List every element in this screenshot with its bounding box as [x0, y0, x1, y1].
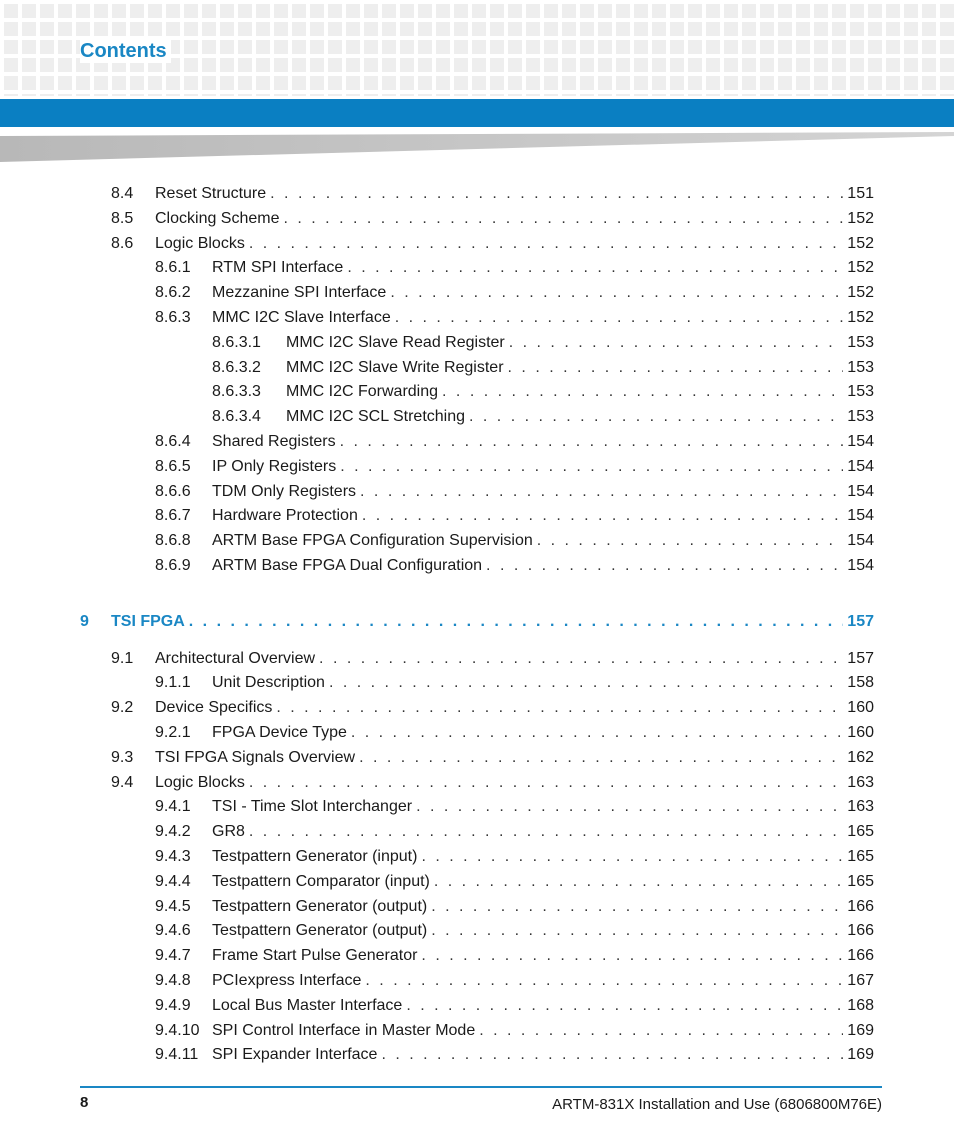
toc-entry-page: 165 — [847, 848, 874, 865]
toc-entry[interactable] — [0, 820, 954, 844]
toc-entry-line — [111, 610, 874, 634]
toc-entry-line — [212, 994, 874, 1018]
toc-entry-number: 9.3 — [111, 748, 134, 766]
toc-entry-number: 8.6.4 — [155, 433, 191, 450]
toc-entry-title: ARTM Base FPGA Dual Configuration — [212, 557, 483, 574]
header-gray-wedge — [0, 132, 954, 162]
toc-entry[interactable] — [0, 529, 954, 553]
footer-document-title: ARTM-831X Installation and Use (6806800M76E) — [552, 1096, 882, 1113]
toc-entry-line — [155, 207, 874, 231]
toc-entry-title: Reset Structure — [155, 185, 267, 202]
toc-entry-page: 152 — [847, 309, 874, 326]
toc-dot-leader — [486, 554, 843, 578]
toc-entry-title: MMC I2C Forwarding — [286, 383, 439, 401]
toc-entry-number: 8.6.3.1 — [212, 333, 261, 351]
toc-entry[interactable] — [0, 969, 954, 993]
toc-dot-leader — [469, 405, 843, 429]
toc-dot-leader — [406, 994, 843, 1018]
toc-dot-leader — [340, 430, 844, 454]
toc-entry-page: 153 — [847, 333, 874, 351]
toc-entry-title: Shared Registers — [212, 433, 336, 450]
toc-entry[interactable] — [0, 919, 954, 943]
toc-entry-number: 8.6.2 — [155, 284, 191, 302]
toc-entry-line — [286, 331, 874, 355]
toc-entry[interactable] — [0, 771, 954, 795]
toc-entry[interactable] — [0, 671, 954, 695]
toc-entry[interactable] — [0, 182, 954, 206]
toc-dot-leader — [329, 671, 843, 695]
toc-dot-leader — [189, 610, 844, 634]
toc-entry[interactable] — [0, 455, 954, 479]
toc-entry[interactable] — [0, 232, 954, 256]
toc-entry-line — [155, 746, 874, 770]
toc-entry-page: 154 — [847, 532, 874, 550]
toc-entry[interactable] — [0, 480, 954, 504]
toc-entry-number: 8.6.3.4 — [212, 408, 261, 426]
toc-entry-line — [212, 281, 874, 305]
toc-entry-title: RTM SPI Interface — [212, 259, 344, 277]
toc-dot-leader — [421, 845, 843, 869]
toc-entry-page: 153 — [847, 383, 874, 401]
toc-entry[interactable] — [0, 845, 954, 869]
toc-entry-title: IP Only Registers — [212, 457, 337, 475]
toc-entry[interactable] — [0, 405, 954, 429]
toc-entry-page: 167 — [847, 972, 874, 989]
toc-entry-number: 9.4.9 — [155, 996, 191, 1014]
toc-entry-title: Frame Start Pulse Generator — [212, 947, 418, 965]
toc-entry-number: 8.6.9 — [155, 557, 191, 574]
toc-entry-page: 166 — [847, 947, 874, 965]
toc-entry-page: 158 — [847, 674, 874, 692]
toc-entry-number: 9.4.1 — [155, 798, 191, 816]
toc-entry-page: 163 — [847, 798, 874, 816]
toc-entry-page: 152 — [847, 209, 874, 227]
toc-entry-line — [212, 944, 874, 968]
toc-entry-line — [212, 895, 874, 919]
toc-entry-title: Mezzanine SPI Interface — [212, 284, 387, 302]
toc-entry-page: 154 — [847, 457, 874, 475]
toc-entry[interactable] — [0, 870, 954, 894]
toc-entry-number: 9 — [80, 612, 89, 630]
toc-entry-line — [212, 1019, 874, 1043]
toc-entry-page: 163 — [847, 773, 874, 791]
toc-entry-line — [212, 529, 874, 553]
toc-entry-number: 9.1.1 — [155, 674, 191, 692]
toc-entry-page: 154 — [847, 482, 874, 500]
toc-entry-line — [212, 671, 874, 695]
toc-entry-title: Logic Blocks — [155, 773, 245, 791]
toc-entry-line — [212, 820, 874, 844]
toc-entry-page: 160 — [847, 699, 874, 717]
toc-entry-title: Logic Blocks — [155, 234, 245, 252]
toc-entry-title: Testpattern Generator (output) — [212, 897, 428, 915]
toc-entry-title: Clocking Scheme — [155, 209, 280, 227]
toc-entry-number: 9.1 — [111, 649, 134, 667]
toc-entry-number: 9.4.5 — [155, 897, 191, 915]
toc-entry-page: 168 — [847, 996, 874, 1014]
toc-entry-page: 160 — [847, 724, 874, 741]
toc-dot-leader — [508, 356, 844, 380]
toc-dot-leader — [351, 721, 843, 745]
toc-entry-title: Device Specifics — [155, 699, 273, 717]
toc-entry[interactable] — [0, 281, 954, 305]
toc-entry-page: 169 — [847, 1021, 874, 1039]
toc-entry-title: MMC I2C Slave Write Register — [286, 358, 504, 376]
toc-entry-line — [212, 795, 874, 819]
toc-entry-number: 9.4.3 — [155, 848, 191, 865]
toc-entry-page: 169 — [847, 1046, 874, 1064]
toc-entry-page: 162 — [847, 748, 874, 766]
page-title: Contents — [80, 40, 171, 63]
toc-entry-page: 165 — [847, 872, 874, 890]
toc-entry-title: MMC I2C Slave Interface — [212, 309, 391, 326]
toc-entry-page: 152 — [847, 234, 874, 252]
toc-dot-leader — [249, 232, 843, 256]
toc-entry-page: 166 — [847, 897, 874, 915]
toc-dot-leader — [395, 306, 844, 330]
toc-entry-page: 157 — [847, 649, 874, 667]
toc-entry[interactable] — [0, 331, 954, 355]
toc-entry-line — [212, 455, 874, 479]
toc-entry-page: 165 — [847, 823, 874, 841]
toc-entry-title: TSI FPGA — [111, 612, 185, 630]
toc-entry[interactable] — [0, 256, 954, 280]
toc-entry-number: 8.6.3.3 — [212, 383, 261, 401]
toc-entry[interactable] — [0, 1043, 954, 1067]
toc-entry-line — [212, 721, 874, 745]
toc-entry-line — [155, 182, 874, 206]
toc-dot-leader — [365, 969, 843, 993]
toc-dot-leader — [347, 256, 843, 280]
toc-entry-line — [155, 647, 874, 671]
toc-entry-number: 8.6 — [111, 234, 134, 252]
toc-entry-title: MMC I2C Slave Read Register — [286, 333, 505, 351]
toc-entry-page: 153 — [847, 358, 874, 376]
toc-dot-leader — [431, 919, 843, 943]
toc-entry-line — [212, 306, 874, 330]
toc-entry-number: 9.4 — [111, 773, 134, 791]
toc-dot-leader — [340, 455, 843, 479]
toc-dot-leader — [360, 480, 843, 504]
toc-entry-number: 8.6.1 — [155, 259, 191, 277]
toc-chapter-entry[interactable] — [0, 610, 954, 634]
toc-entry-title: TDM Only Registers — [212, 482, 357, 500]
toc-entry-line — [212, 256, 874, 280]
toc-dot-leader — [270, 182, 843, 206]
toc-entry-line — [286, 356, 874, 380]
toc-entry-title: Testpattern Generator (output) — [212, 922, 428, 940]
toc-entry-title: PCIexpress Interface — [212, 972, 362, 989]
toc-dot-leader — [416, 795, 843, 819]
toc-entry[interactable] — [0, 430, 954, 454]
footer-page-number: 8 — [80, 1094, 89, 1111]
toc-entry[interactable] — [0, 721, 954, 745]
toc-dot-leader — [381, 1043, 843, 1067]
toc-entry-number: 8.5 — [111, 209, 134, 227]
toc-entry-number: 9.2.1 — [155, 724, 191, 741]
toc-entry-number: 9.4.7 — [155, 947, 191, 965]
toc-entry-line — [212, 1043, 874, 1067]
toc-entry-number: 8.6.7 — [155, 507, 191, 525]
toc-dot-leader — [249, 820, 843, 844]
toc-dot-leader — [442, 380, 843, 404]
toc-entry-line — [212, 480, 874, 504]
toc-dot-leader — [537, 529, 844, 553]
toc-entry-page: 166 — [847, 922, 874, 940]
toc-entry-title: GR8 — [212, 823, 245, 841]
toc-entry-title: FPGA Device Type — [212, 724, 347, 741]
toc-dot-leader — [421, 944, 843, 968]
toc-entry-line — [286, 380, 874, 404]
toc-entry[interactable] — [0, 746, 954, 770]
toc-entry-title: Testpattern Comparator (input) — [212, 872, 430, 890]
toc-entry-page: 153 — [847, 408, 874, 426]
toc-entry[interactable] — [0, 795, 954, 819]
toc-entry-line — [286, 405, 874, 429]
toc-dot-leader — [276, 696, 843, 720]
toc-entry[interactable] — [0, 944, 954, 968]
toc-dot-leader — [359, 746, 843, 770]
toc-entry[interactable] — [0, 994, 954, 1018]
header-blue-bar — [0, 99, 954, 127]
toc-entry[interactable] — [0, 696, 954, 720]
toc-entry-line — [155, 696, 874, 720]
toc-entry-line — [155, 771, 874, 795]
toc-entry[interactable] — [0, 647, 954, 671]
toc-entry-title: Hardware Protection — [212, 507, 358, 525]
toc-entry-title: TSI FPGA Signals Overview — [155, 748, 356, 766]
toc-dot-leader — [284, 207, 844, 231]
toc-entry-line — [212, 919, 874, 943]
toc-entry[interactable] — [0, 1019, 954, 1043]
toc-dot-leader — [249, 771, 843, 795]
toc-entry-page: 151 — [847, 185, 874, 202]
toc-entry-page: 154 — [847, 557, 874, 574]
toc-entry-page: 157 — [847, 612, 874, 630]
toc-entry-title: TSI - Time Slot Interchanger — [212, 798, 413, 816]
toc-entry-title: SPI Control Interface in Master Mode — [212, 1021, 476, 1039]
toc-entry-number: 9.4.4 — [155, 872, 191, 890]
toc-entry-number: 9.2 — [111, 699, 134, 717]
toc-entry-line — [212, 504, 874, 528]
toc-entry-line — [212, 969, 874, 993]
toc-entry-number: 9.4.2 — [155, 823, 191, 841]
toc-entry-title: Architectural Overview — [155, 649, 316, 667]
toc-entry-page: 152 — [847, 259, 874, 277]
toc-entry-number: 9.4.6 — [155, 922, 191, 940]
toc-entry[interactable] — [0, 306, 954, 330]
toc-entry-number: 8.6.6 — [155, 482, 191, 500]
toc-entry-number: 8.6.5 — [155, 457, 191, 475]
toc-dot-leader — [362, 504, 843, 528]
toc-entry-number: 8.4 — [111, 185, 134, 202]
toc-entry-line — [212, 870, 874, 894]
toc-entry-page: 154 — [847, 433, 874, 450]
toc-entry-line — [212, 845, 874, 869]
toc-entry-title: ARTM Base FPGA Configuration Supervision — [212, 532, 533, 550]
footer-rule — [80, 1086, 882, 1088]
toc-entry-number: 9.4.8 — [155, 972, 191, 989]
toc-entry[interactable] — [0, 356, 954, 380]
toc-entry[interactable] — [0, 895, 954, 919]
toc-entry[interactable] — [0, 380, 954, 404]
toc-dot-leader — [431, 895, 843, 919]
toc-entry[interactable] — [0, 554, 954, 578]
toc-entry[interactable] — [0, 504, 954, 528]
toc-entry-line — [212, 430, 874, 454]
toc-dot-leader — [479, 1019, 843, 1043]
toc-entry-number: 9.4.11 — [155, 1046, 199, 1064]
toc-dot-leader — [434, 870, 843, 894]
toc-entry-title: MMC I2C SCL Stretching — [286, 408, 466, 426]
toc-dot-leader — [509, 331, 844, 355]
toc-entry-line — [212, 554, 874, 578]
toc-entry-number: 8.6.8 — [155, 532, 191, 550]
toc-entry-title: Local Bus Master Interface — [212, 996, 403, 1014]
toc-entry-title: Testpattern Generator (input) — [212, 848, 418, 865]
toc-entry-page: 154 — [847, 507, 874, 525]
toc-entry-title: Unit Description — [212, 674, 325, 692]
toc-entry-number: 9.4.10 — [155, 1021, 200, 1039]
toc-entry-number: 8.6.3.2 — [212, 358, 261, 376]
toc-entry-page: 152 — [847, 284, 874, 302]
toc-dot-leader — [390, 281, 843, 305]
toc-entry-line — [155, 232, 874, 256]
toc-entry-title: SPI Expander Interface — [212, 1046, 378, 1064]
toc-entry[interactable] — [0, 207, 954, 231]
toc-entry-number: 8.6.3 — [155, 309, 191, 326]
toc-dot-leader — [319, 647, 843, 671]
